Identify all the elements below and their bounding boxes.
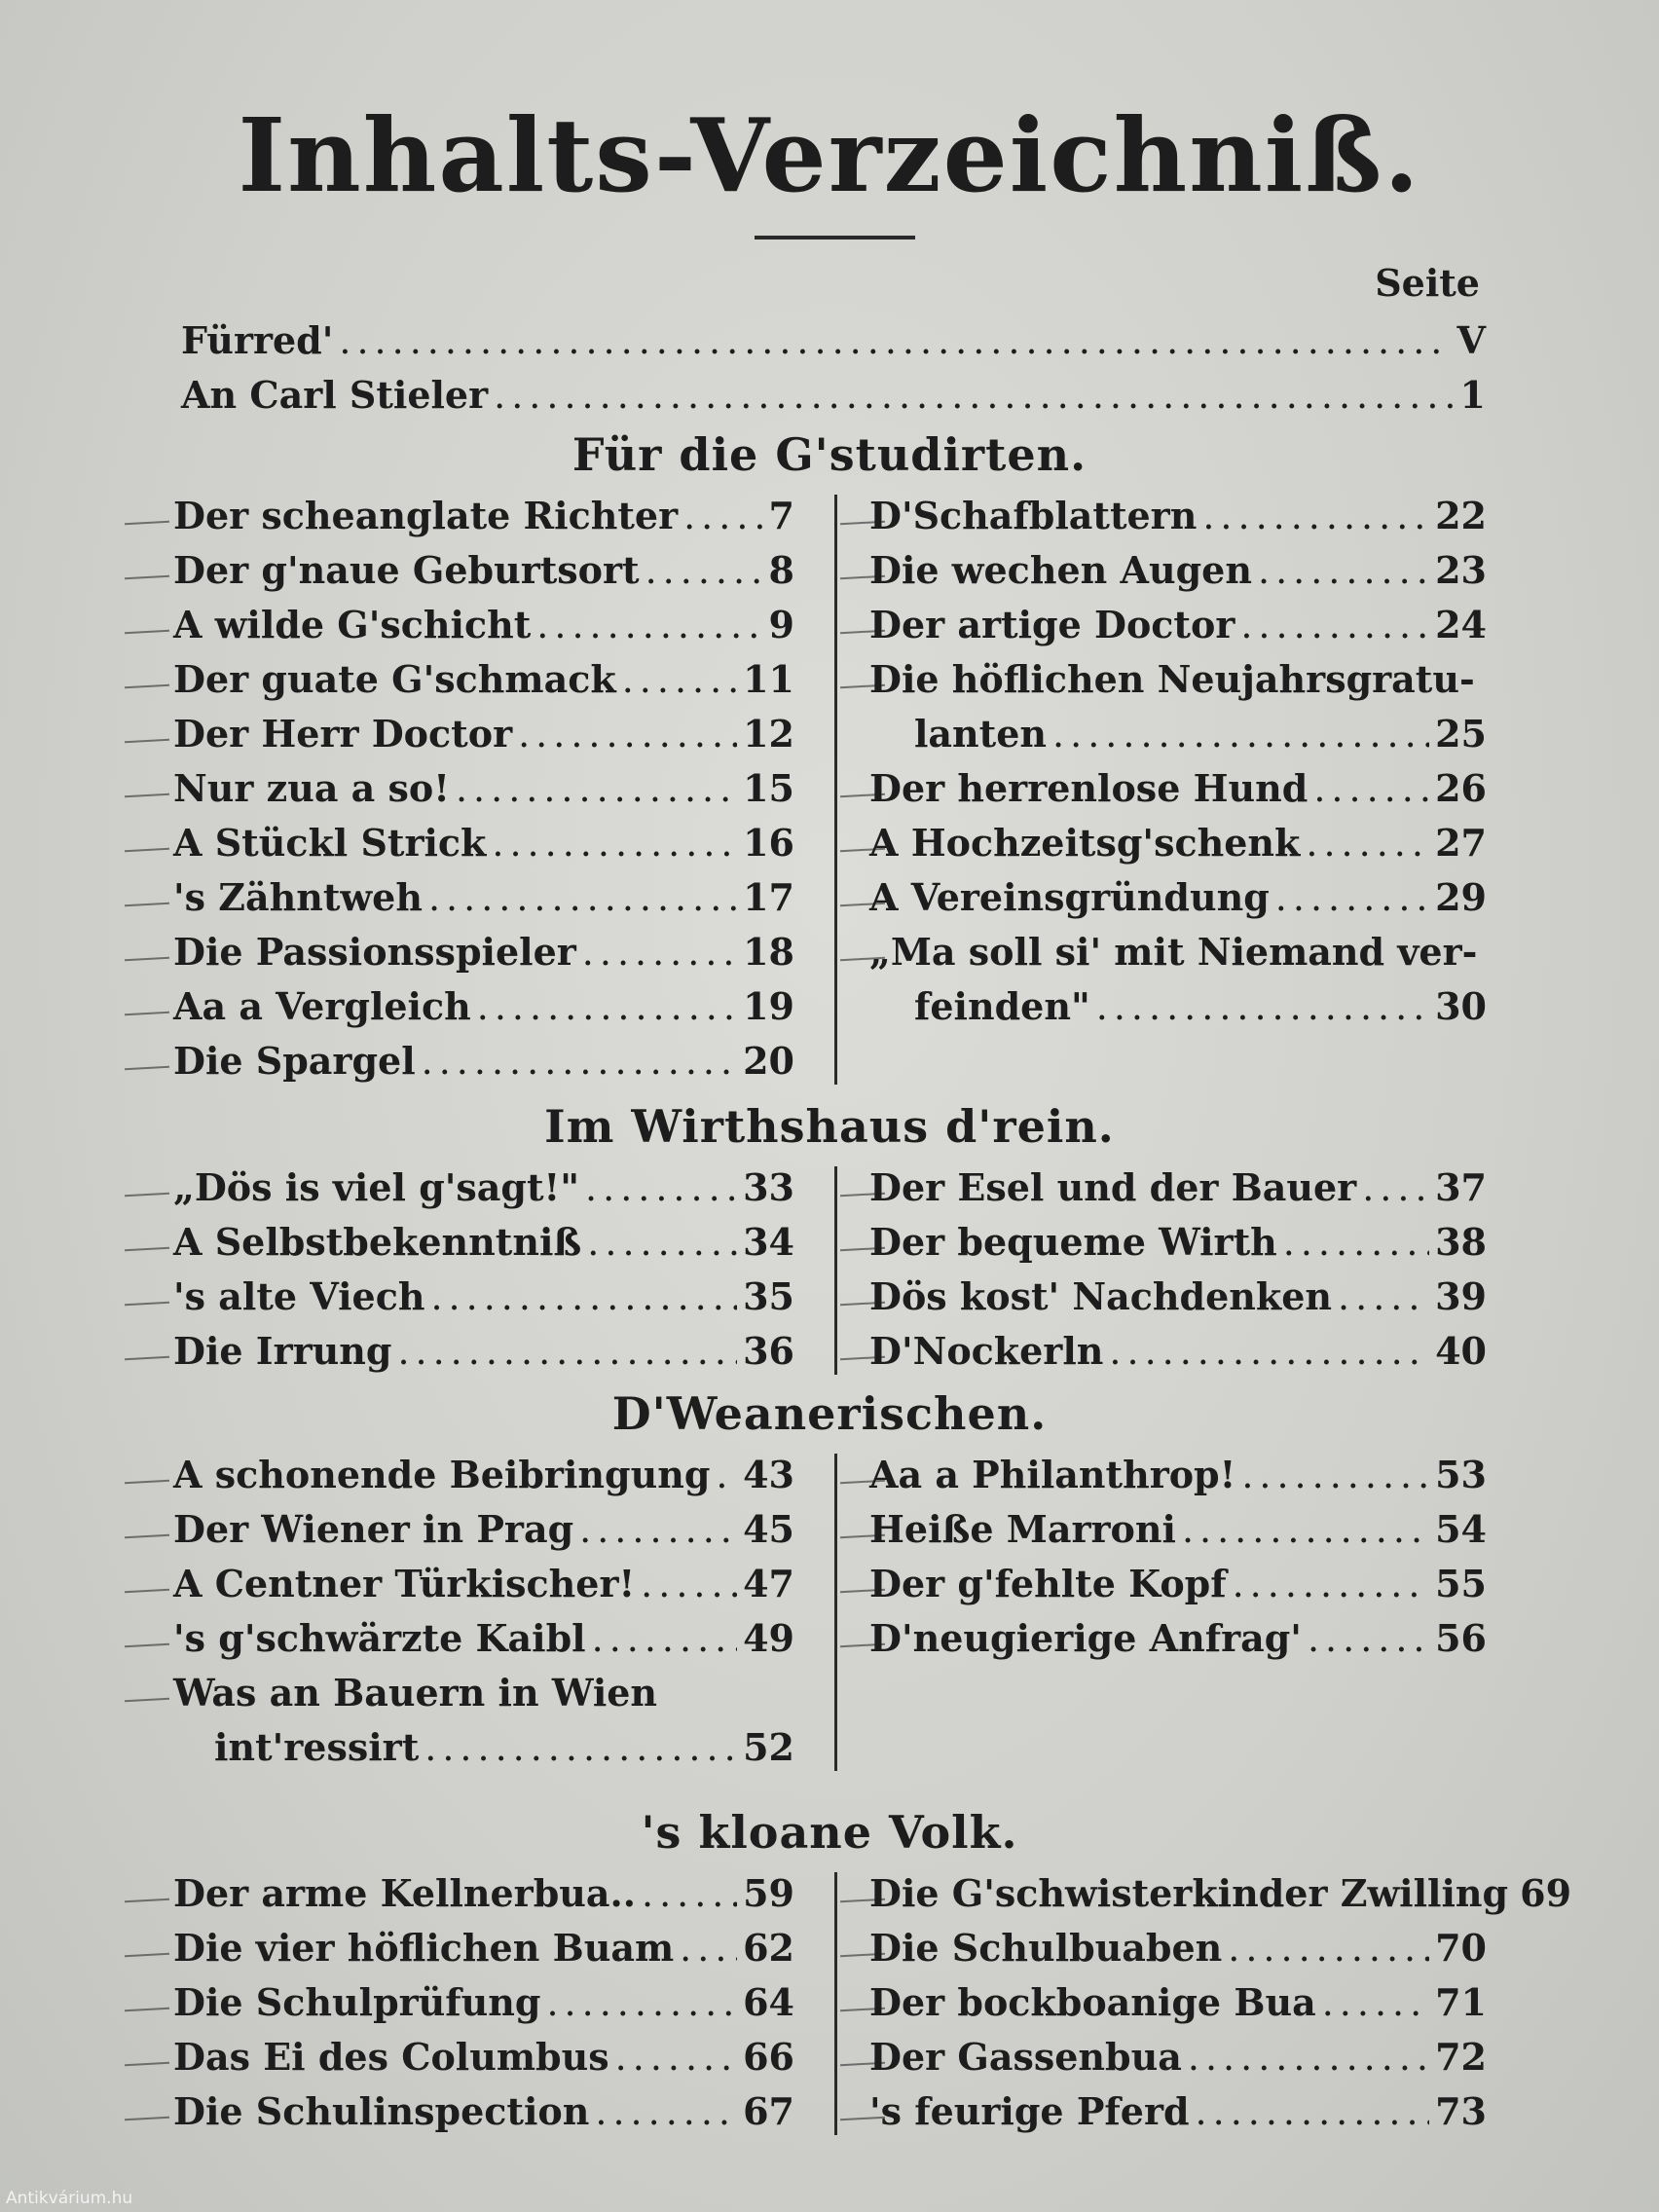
leader-dots bbox=[595, 2084, 737, 2139]
entry-title: Der g'fehlte Kopf bbox=[869, 1562, 1227, 1605]
entry-page: 20 bbox=[743, 1039, 794, 1083]
entry-page: 45 bbox=[743, 1507, 794, 1551]
leader-dots bbox=[494, 368, 1454, 423]
entry-title: Aa a Philanthrop! bbox=[869, 1453, 1236, 1496]
toc-entry bbox=[869, 1161, 1487, 1215]
entry-page: 7 bbox=[768, 494, 794, 537]
pencil-tick-mark bbox=[125, 575, 169, 579]
entry-page: 23 bbox=[1435, 548, 1487, 592]
entry-title: 's feurige Pferd bbox=[869, 2089, 1190, 2133]
leader-dots bbox=[1313, 761, 1429, 816]
leader-dots bbox=[1258, 543, 1429, 598]
leader-dots bbox=[424, 1720, 737, 1775]
entry-page: 66 bbox=[743, 2035, 794, 2079]
leader-dots bbox=[582, 925, 737, 979]
entry-title: Nur zua a so! bbox=[173, 766, 450, 810]
entry-page: 72 bbox=[1435, 2035, 1487, 2079]
leader-dots bbox=[428, 870, 737, 925]
pencil-tick-mark bbox=[125, 739, 169, 743]
entry-page: 17 bbox=[743, 875, 794, 919]
leader-dots bbox=[622, 652, 737, 707]
entry-title: Dös kost' Nachdenken bbox=[869, 1274, 1333, 1318]
entry-title: feinden" bbox=[914, 984, 1090, 1028]
entry-page: 37 bbox=[1435, 1165, 1487, 1209]
pencil-tick-mark bbox=[125, 848, 169, 852]
entry-page: 55 bbox=[1435, 1562, 1487, 1605]
pencil-tick-mark bbox=[125, 793, 169, 797]
entry-page: 16 bbox=[743, 821, 794, 865]
entry-page: 19 bbox=[743, 984, 794, 1028]
toc-entry bbox=[173, 1448, 794, 1502]
entry-page: 69 bbox=[1520, 1871, 1572, 1915]
entry-title: 's alte Viech bbox=[173, 1274, 425, 1318]
entry-page: 24 bbox=[1435, 603, 1487, 646]
entry-page: 18 bbox=[743, 930, 794, 974]
toc-entry bbox=[173, 489, 794, 543]
entry-title: Die wechen Augen bbox=[869, 548, 1252, 592]
entry-title: Der Wiener in Prag bbox=[173, 1507, 574, 1551]
toc-entry bbox=[869, 2084, 1487, 2139]
toc-entry bbox=[173, 652, 794, 707]
entry-title: A Centner Türkischer! bbox=[173, 1562, 636, 1605]
entry-page: 35 bbox=[743, 1274, 794, 1318]
leader-dots bbox=[680, 1921, 737, 1975]
entry-page: 71 bbox=[1435, 1980, 1487, 2024]
leader-dots bbox=[1306, 816, 1429, 870]
toc-entry bbox=[173, 1034, 794, 1088]
entry-title: Der bockboanige Bua bbox=[869, 1980, 1316, 2024]
toc-entry bbox=[173, 761, 794, 816]
pencil-tick-mark bbox=[125, 1193, 169, 1197]
pencil-tick-mark bbox=[125, 1698, 169, 1702]
leader-dots bbox=[1109, 1324, 1429, 1379]
entry-page: 29 bbox=[1435, 875, 1487, 919]
pencil-tick-mark bbox=[125, 521, 169, 525]
leader-dots bbox=[546, 1975, 737, 2030]
leader-dots bbox=[579, 1502, 737, 1557]
leader-dots bbox=[397, 1324, 737, 1379]
column-divider bbox=[834, 495, 837, 1085]
entry-title: Der scheanglate Richter bbox=[173, 494, 679, 537]
entry-page: 53 bbox=[1435, 1453, 1487, 1496]
entry-title: Der bequeme Wirth bbox=[869, 1220, 1277, 1264]
entry-title: Die höflichen Neujahrsgratu- bbox=[869, 657, 1475, 701]
seite-label: Seite bbox=[1375, 261, 1480, 305]
leader-dots bbox=[587, 1215, 737, 1270]
leader-dots bbox=[1283, 1215, 1429, 1270]
toc-entry bbox=[869, 1270, 1487, 1324]
entry-page: 15 bbox=[743, 766, 794, 810]
leader-dots bbox=[645, 543, 763, 598]
entry-page: 47 bbox=[743, 1562, 794, 1605]
toc-entry bbox=[181, 368, 1486, 423]
entry-page: 22 bbox=[1435, 494, 1487, 537]
leader-dots bbox=[456, 761, 737, 816]
pencil-tick-mark bbox=[125, 684, 169, 688]
entry-title: 's g'schwärzte Kaibl bbox=[173, 1616, 586, 1660]
leader-dots bbox=[339, 313, 1451, 368]
toc-entry bbox=[173, 925, 794, 979]
entry-title: D'Schafblattern bbox=[869, 494, 1198, 537]
entry-title: 's Zähntweh bbox=[173, 875, 423, 919]
leader-dots bbox=[1308, 1611, 1429, 1666]
entry-title: Der g'naue Geburtsort bbox=[173, 548, 640, 592]
toc-entry bbox=[173, 1611, 794, 1666]
section-heading: Im Wirthshaus d'rein. bbox=[544, 1100, 1115, 1153]
leader-dots bbox=[716, 1448, 737, 1502]
pencil-tick-mark bbox=[125, 1953, 169, 1957]
entry-page: 34 bbox=[743, 1220, 794, 1264]
pencil-tick-mark bbox=[125, 957, 169, 961]
entry-title: Der herrenlose Hund bbox=[869, 766, 1309, 810]
entry-page: 9 bbox=[768, 603, 794, 646]
toc-entry bbox=[869, 1215, 1487, 1270]
entry-title: „Dös is viel g'sagt!" bbox=[173, 1165, 580, 1209]
leader-dots bbox=[1188, 2030, 1429, 2084]
leader-dots bbox=[641, 1557, 737, 1611]
section-heading: D'Weanerischen. bbox=[611, 1387, 1048, 1440]
entry-title: „Ma soll si' mit Niemand ver- bbox=[869, 930, 1478, 974]
entry-title: Die G'schwisterkinder Zwilling bbox=[869, 1871, 1509, 1915]
pencil-tick-mark bbox=[125, 1356, 169, 1360]
entry-title: Die Spargel bbox=[173, 1039, 416, 1083]
toc-entry bbox=[869, 1502, 1487, 1557]
toc-entry bbox=[869, 870, 1487, 925]
toc-entry bbox=[173, 816, 794, 870]
toc-entry bbox=[869, 2030, 1487, 2084]
toc-entry bbox=[181, 313, 1486, 368]
entry-title: A Vereinsgründung bbox=[869, 875, 1270, 919]
toc-entry bbox=[173, 598, 794, 652]
toc-entry bbox=[869, 1557, 1487, 1611]
leader-dots bbox=[1233, 1557, 1430, 1611]
leader-dots bbox=[1241, 1448, 1429, 1502]
leader-dots bbox=[430, 1270, 737, 1324]
entry-page: 36 bbox=[743, 1329, 794, 1373]
toc-entry bbox=[869, 1611, 1487, 1666]
toc-entry bbox=[173, 543, 794, 598]
entry-page: V bbox=[1456, 318, 1486, 362]
entry-title: Die Irrung bbox=[173, 1329, 392, 1373]
entry-title: Fürred' bbox=[181, 318, 334, 362]
pencil-tick-mark bbox=[125, 2008, 169, 2011]
toc-entry bbox=[173, 1502, 794, 1557]
entry-title: Der Esel und der Bauer bbox=[869, 1165, 1357, 1209]
entry-page: 62 bbox=[743, 1926, 794, 1970]
leader-dots bbox=[1182, 1502, 1429, 1557]
toc-entry bbox=[869, 489, 1487, 543]
toc-entry bbox=[173, 1975, 794, 2030]
pencil-tick-mark bbox=[125, 2062, 169, 2066]
entry-page: 59 bbox=[743, 1871, 794, 1915]
pencil-tick-mark bbox=[125, 1899, 169, 1902]
toc-entry bbox=[173, 1666, 794, 1720]
entry-page: 49 bbox=[743, 1616, 794, 1660]
entry-page: 27 bbox=[1435, 821, 1487, 865]
column-divider bbox=[834, 1872, 837, 2135]
entry-page: 73 bbox=[1435, 2089, 1487, 2133]
entry-title: Was an Bauern in Wien bbox=[173, 1671, 658, 1714]
toc-entry bbox=[173, 1215, 794, 1270]
entry-title: Der Gassenbua bbox=[869, 2035, 1182, 2079]
entry-page: 25 bbox=[1435, 712, 1487, 756]
section-heading: Für die G'studirten. bbox=[571, 428, 1088, 481]
leader-dots bbox=[683, 489, 762, 543]
toc-entry bbox=[869, 543, 1487, 598]
entry-title: An Carl Stieler bbox=[181, 373, 489, 417]
entry-title: Heiße Marroni bbox=[869, 1507, 1176, 1551]
column-divider bbox=[834, 1454, 837, 1771]
entry-page: 38 bbox=[1435, 1220, 1487, 1264]
toc-entry bbox=[173, 1270, 794, 1324]
toc-entry bbox=[869, 761, 1487, 816]
toc-entry bbox=[869, 652, 1487, 707]
entry-title: A wilde G'schicht bbox=[173, 603, 532, 646]
toc-entry bbox=[869, 925, 1487, 979]
entry-title: Der arme Kellnerbua.. bbox=[173, 1871, 636, 1915]
leader-dots bbox=[1275, 870, 1429, 925]
pencil-tick-mark bbox=[125, 1589, 169, 1593]
entry-page: 40 bbox=[1435, 1329, 1487, 1373]
entry-page: 39 bbox=[1435, 1274, 1487, 1318]
entry-title: A schonende Beibringung bbox=[173, 1453, 711, 1496]
leader-dots bbox=[1338, 1270, 1429, 1324]
entry-title: Die Schulbuaben bbox=[869, 1926, 1223, 1970]
title-rule bbox=[755, 236, 915, 240]
leader-dots bbox=[1322, 1975, 1429, 2030]
pencil-tick-mark bbox=[125, 1643, 169, 1647]
leader-dots bbox=[1096, 979, 1429, 1034]
leader-dots bbox=[592, 1611, 738, 1666]
toc-entry bbox=[173, 1161, 794, 1215]
toc-entry bbox=[173, 870, 794, 925]
toc-entry bbox=[173, 1866, 794, 1921]
pencil-tick-mark bbox=[125, 1302, 169, 1306]
toc-entry bbox=[173, 1720, 794, 1775]
pencil-tick-mark bbox=[125, 630, 169, 634]
toc-entry bbox=[173, 2084, 794, 2139]
entry-title: Das Ei des Columbus bbox=[173, 2035, 609, 2079]
entry-page: 43 bbox=[743, 1453, 794, 1496]
pencil-tick-mark bbox=[125, 2117, 169, 2120]
leader-dots bbox=[1228, 1921, 1429, 1975]
page-title: Inhalts-Verzeichniß. bbox=[238, 95, 1421, 215]
leader-dots bbox=[422, 1034, 737, 1088]
pencil-tick-mark bbox=[125, 1066, 169, 1070]
pencil-tick-mark bbox=[125, 1480, 169, 1484]
pencil-tick-mark bbox=[125, 1012, 169, 1015]
leader-dots bbox=[477, 979, 737, 1034]
toc-entry bbox=[869, 1448, 1487, 1502]
entry-page: 33 bbox=[743, 1165, 794, 1209]
toc-entry bbox=[173, 1557, 794, 1611]
entry-title: lanten bbox=[914, 712, 1048, 756]
toc-entry bbox=[173, 1921, 794, 1975]
entry-page: 12 bbox=[743, 712, 794, 756]
leader-dots bbox=[1052, 707, 1429, 761]
toc-entry bbox=[173, 707, 794, 761]
entry-page: 70 bbox=[1435, 1926, 1487, 1970]
pencil-tick-mark bbox=[125, 1247, 169, 1251]
toc-entry bbox=[869, 1975, 1487, 2030]
entry-page: 64 bbox=[743, 1980, 794, 2024]
entry-page: 67 bbox=[743, 2089, 794, 2133]
entry-page: 54 bbox=[1435, 1507, 1487, 1551]
toc-entry bbox=[869, 1921, 1487, 1975]
leader-dots bbox=[1202, 489, 1429, 543]
entry-page: 1 bbox=[1459, 373, 1486, 417]
leader-dots bbox=[1240, 598, 1429, 652]
leader-dots bbox=[585, 1161, 737, 1215]
entry-page: 11 bbox=[743, 657, 794, 701]
toc-entry bbox=[869, 1866, 1572, 1921]
entry-title: Die Schulinspection bbox=[173, 2089, 590, 2133]
toc-entry bbox=[869, 1324, 1487, 1379]
entry-title: int'ressirt bbox=[214, 1725, 420, 1769]
leader-dots bbox=[642, 1866, 737, 1921]
toc-entry bbox=[869, 707, 1487, 761]
entry-title: A Hochzeitsg'schenk bbox=[869, 821, 1301, 865]
entry-title: D'neugierige Anfrag' bbox=[869, 1616, 1302, 1660]
section-heading: 's kloane Volk. bbox=[641, 1806, 1018, 1859]
entry-title: A Stückl Strick bbox=[173, 821, 487, 865]
leader-dots bbox=[1196, 2084, 1430, 2139]
column-divider bbox=[834, 1166, 837, 1375]
entry-page: 30 bbox=[1435, 984, 1487, 1028]
entry-title: Der Herr Doctor bbox=[173, 712, 513, 756]
entry-title: Der guate G'schmack bbox=[173, 657, 616, 701]
toc-entry bbox=[869, 598, 1487, 652]
entry-title: D'Nockerln bbox=[869, 1329, 1104, 1373]
entry-page: 26 bbox=[1435, 766, 1487, 810]
entry-page: 56 bbox=[1435, 1616, 1487, 1660]
entry-title: A Selbstbekenntniß bbox=[173, 1220, 582, 1264]
leader-dots bbox=[615, 2030, 737, 2084]
toc-entry bbox=[173, 1324, 794, 1379]
entry-title: Aa a Vergleich bbox=[173, 984, 471, 1028]
entry-page: 8 bbox=[768, 548, 794, 592]
leader-dots bbox=[1362, 1161, 1429, 1215]
entry-title: Der artige Doctor bbox=[869, 603, 1235, 646]
toc-entry bbox=[173, 2030, 794, 2084]
toc-entry bbox=[869, 979, 1487, 1034]
leader-dots bbox=[536, 598, 762, 652]
pencil-tick-mark bbox=[125, 903, 169, 906]
entry-page: 52 bbox=[743, 1725, 794, 1769]
leader-dots bbox=[518, 707, 737, 761]
entry-title: Die vier höflichen Buam bbox=[173, 1926, 675, 1970]
toc-entry bbox=[173, 979, 794, 1034]
toc-entry bbox=[869, 816, 1487, 870]
entry-title: Die Passionsspieler bbox=[173, 930, 576, 974]
pencil-tick-mark bbox=[125, 1534, 169, 1538]
watermark: Antikvárium.hu bbox=[6, 2189, 133, 2208]
leader-dots bbox=[492, 816, 737, 870]
entry-title: Die Schulprüfung bbox=[173, 1980, 541, 2024]
